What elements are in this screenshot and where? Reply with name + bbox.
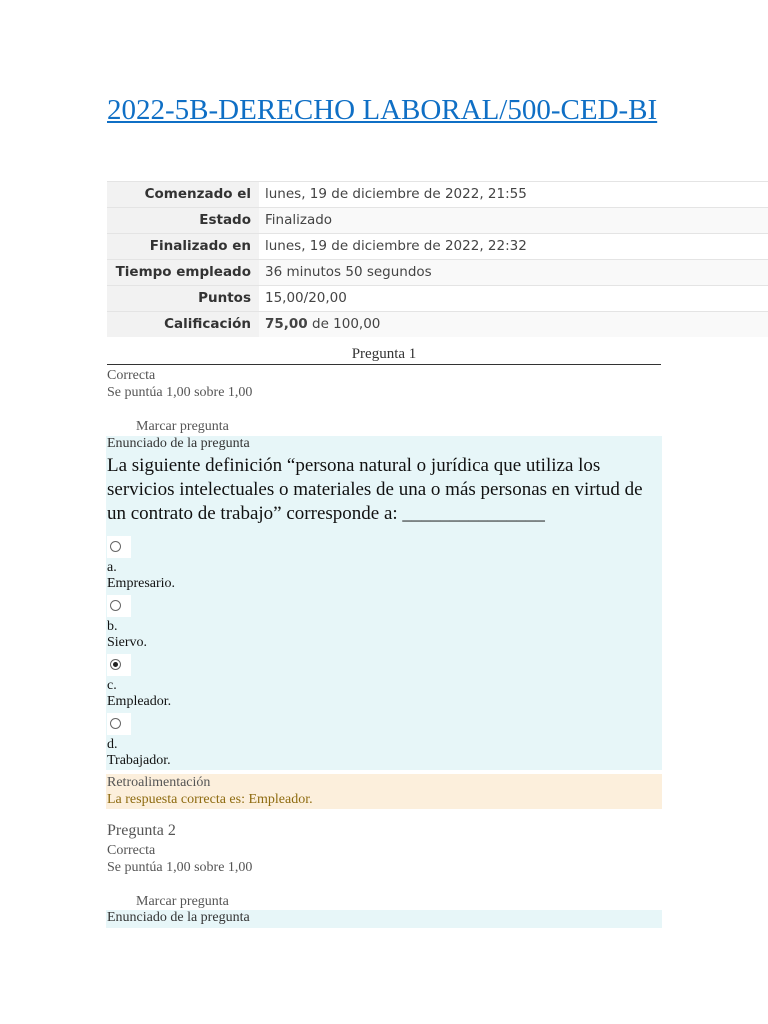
feedback-text: La respuesta correcta es: Empleador. [107, 792, 313, 807]
radio-cell [107, 595, 131, 617]
question-2-title: Pregunta 2 [107, 822, 176, 839]
radio-button-b[interactable] [110, 600, 121, 611]
radio-button-d[interactable] [110, 718, 121, 729]
question-1-flag-toggle[interactable]: Marcar pregunta [136, 419, 229, 434]
question-1-feedback [106, 774, 662, 809]
course-title-link[interactable]: 2022-5B-DERECHO LABORAL/500-CED-BI [107, 94, 658, 126]
summary-label: Estado [107, 208, 259, 234]
summary-label: Puntos [107, 286, 259, 312]
answer-option-c[interactable] [106, 654, 662, 713]
answer-text: Trabajador. [107, 753, 171, 768]
radio-button-c-selected[interactable] [110, 659, 121, 670]
radio-cell [107, 713, 131, 735]
question-1-grade: Se puntúa 1,00 sobre 1,00 [107, 385, 253, 400]
question-2-content [106, 910, 662, 928]
summary-value: 15,00/20,00 [259, 286, 768, 312]
summary-label: Tiempo empleado [107, 260, 259, 286]
answer-text: Siervo. [107, 635, 148, 650]
summary-row-grade [107, 312, 768, 338]
question-1-text: La siguiente definición “persona natural o jurídica que utiliza los servicios intelectuales o materiales de una o más personas en virtud de un contrato de trabajo” corresponde a: _______________ [107, 455, 643, 524]
summary-value: 36 minutos 50 segundos [259, 260, 768, 286]
summary-row-finished [107, 234, 768, 260]
summary-row-started [107, 182, 768, 208]
summary-row-time [107, 260, 768, 286]
question-1-content [106, 436, 662, 770]
summary-value: Finalizado [259, 208, 768, 234]
question-2-flag-toggle[interactable]: Marcar pregunta [136, 894, 229, 909]
summary-value: lunes, 19 de diciembre de 2022, 21:55 [259, 182, 768, 208]
summary-label: Finalizado en [107, 234, 259, 260]
summary-row-points [107, 286, 768, 312]
grade-value: 75,00 [265, 316, 308, 332]
attempt-summary-table [107, 181, 768, 337]
summary-label: Comenzado el [107, 182, 259, 208]
question-statement-label: Enunciado de la pregunta [107, 910, 250, 925]
question-1-state: Correcta [107, 368, 156, 383]
answer-number: a. [107, 560, 117, 575]
answer-option-a[interactable] [106, 536, 662, 595]
grade-max: de 100,00 [307, 316, 381, 332]
question-1-header: Pregunta 1 [107, 344, 661, 365]
answer-number: d. [107, 737, 118, 752]
question-statement-label: Enunciado de la pregunta [107, 436, 250, 451]
answer-option-b[interactable] [106, 595, 662, 654]
summary-row-state [107, 208, 768, 234]
radio-cell [107, 536, 131, 558]
radio-button-a[interactable] [110, 541, 121, 552]
answer-text: Empleador. [107, 694, 172, 709]
question-2-state: Correcta [107, 843, 156, 858]
radio-cell [107, 654, 131, 676]
summary-value: lunes, 19 de diciembre de 2022, 22:32 [259, 234, 768, 260]
feedback-title: Retroalimentación [107, 775, 211, 790]
question-2-grade: Se puntúa 1,00 sobre 1,00 [107, 860, 253, 875]
summary-value [259, 312, 768, 338]
summary-label: Calificación [107, 312, 259, 338]
answer-text: Empresario. [107, 576, 176, 591]
answer-number: c. [107, 678, 117, 693]
answer-option-d[interactable] [106, 713, 662, 772]
answer-number: b. [107, 619, 118, 634]
